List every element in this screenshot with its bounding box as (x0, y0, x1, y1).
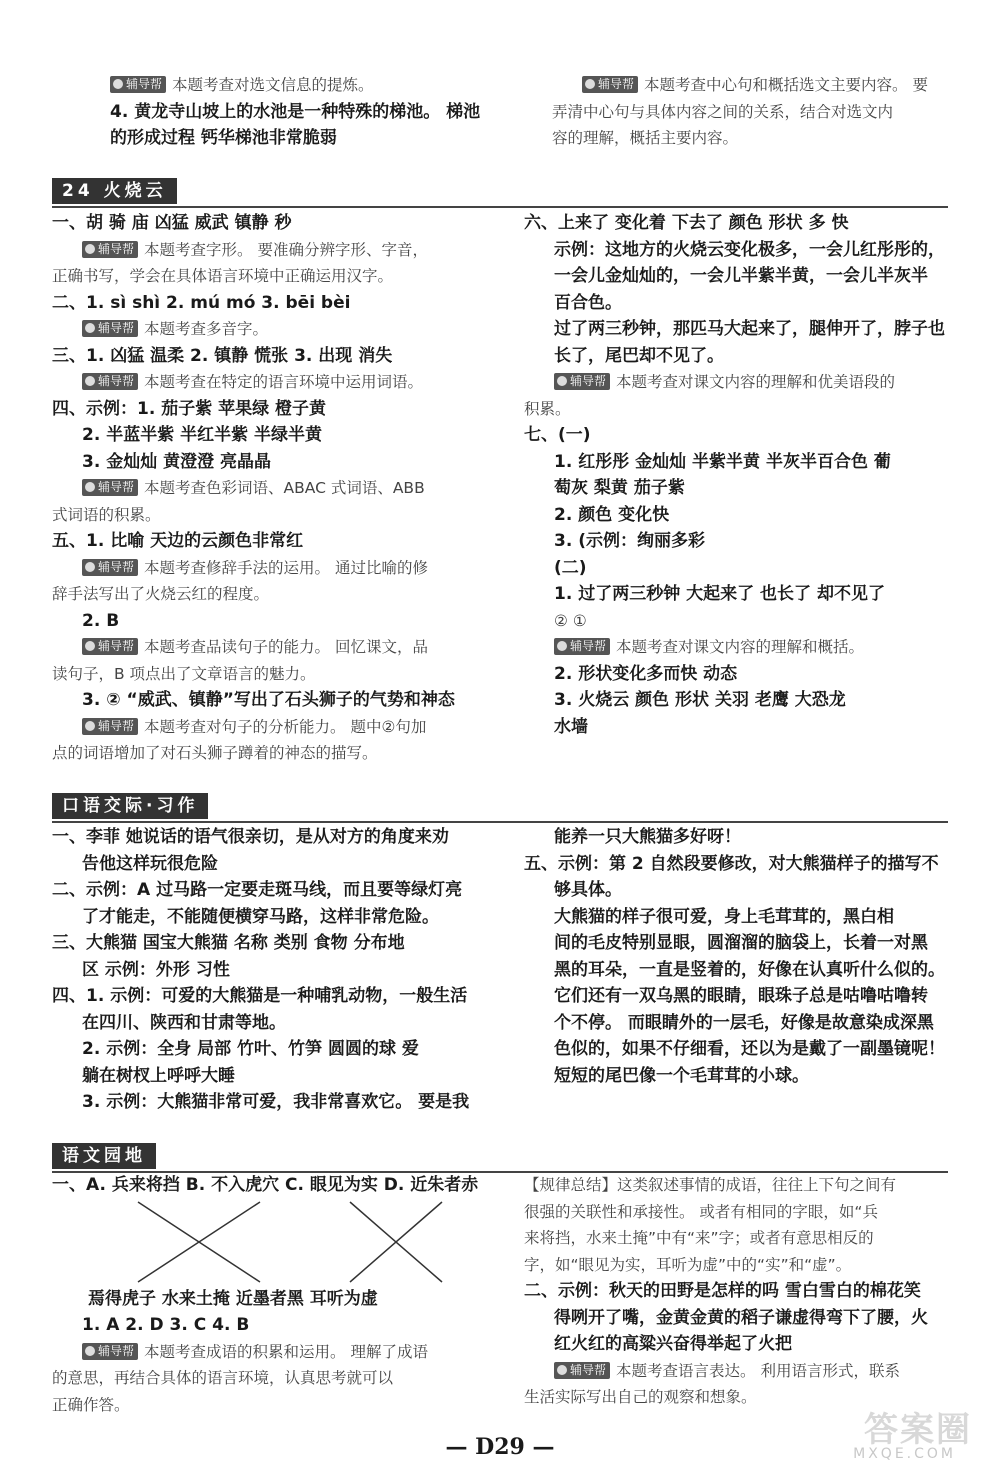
answer-line: 3. 火烧云 颜色 形状 关羽 老鹰 大恐龙 (554, 690, 846, 710)
idiom-answer: 1. A 2. D 3. C 4. B (82, 1315, 250, 1335)
answer-line: 它们还有一双乌黑的眼睛，眼珠子总是咕噜咕噜转 (554, 986, 928, 1006)
tutor-tag-icon: 辅导帮 (82, 479, 138, 496)
section-header-oral (52, 793, 948, 823)
section-title: 口语交际·习作 (52, 793, 208, 819)
answer-line: 3. 金灿灿 黄澄澄 亮晶晶 (82, 451, 272, 472)
answer-line: 四、示例：1. 茄子紫 苹果绿 橙子黄 (52, 398, 327, 419)
answer-line: 很强的关联性和承接性。 或者有相同的字眼，如“兵 (524, 1202, 878, 1221)
tutor-note (52, 555, 492, 582)
answer-line: 2. 示例：全身 局部 竹叶、竹笋 圆圆的球 爱 (82, 1039, 419, 1059)
section-title: 24 火烧云 (52, 178, 177, 204)
tutor-note (524, 634, 964, 661)
answer-line: 得咧开了嘴，金黄金黄的稻子谦虚得弯下了腰，火 (554, 1307, 928, 1328)
answer-line: 的形成过程 钙华梯池非常脆弱 (110, 128, 337, 148)
answer-line: ② ① (554, 611, 587, 630)
answer-line: 正确书写，学会在具体语言环境中正确运用汉字。 (52, 267, 394, 285)
answer-line: 二、示例：A 过马路一定要走斑马线，而且要等绿灯亮 (52, 880, 463, 900)
tutor-note (552, 72, 972, 99)
answer-line: 1. 红彤彤 金灿灿 半紫半黄 半灰半百合色 葡 (554, 451, 891, 472)
answer-line: 二、示例：秋天的田野是怎样的吗 雪白雪白的棉花笑 (524, 1281, 921, 1301)
answer-line: 长了，尾巴却不见了。 (554, 345, 724, 366)
tutor-note (80, 72, 520, 99)
page-number: — D29 — (445, 1434, 555, 1460)
note-text: 本题考查中心句和概括选文主要内容。 要 (644, 76, 928, 94)
section-title: 语文园地 (52, 1143, 156, 1169)
oral-left-column (52, 824, 492, 1116)
answer-line: 间的毛皮特别显眼，圆溜溜的脑袋上，长着一对黑 (554, 933, 928, 953)
answer-line: 百合色。 (554, 292, 622, 313)
answer-line: 生活实际写出自己的观察和想象。 (524, 1388, 757, 1406)
answer-line: 在四川、陕西和甘肃等地。 (82, 1012, 286, 1033)
answer-line: 一、胡 骑 庙 凶猛 威武 镇静 秒 (52, 213, 292, 233)
tutor-tag-icon: 辅导帮 (82, 1343, 138, 1360)
answer-line: 1. 过了两三秒钟 大起来了 也长了 却不见了 (554, 584, 885, 604)
answer-line: 弄清中心句与具体内容之间的关系，结合对选文内 (552, 102, 894, 121)
tutor-note (524, 1358, 964, 1385)
sec24-left-column (52, 210, 492, 767)
answer-line: 短短的尾巴像一个毛茸茸的小球。 (554, 1065, 809, 1086)
tutor-tag-icon: 辅导帮 (82, 559, 138, 576)
answer-line: 大熊猫的样子很可爱，身上毛茸茸的，黑白相 (554, 906, 894, 927)
note-text: 本题考查成语的积累和运用。 理解了成语 (144, 1342, 428, 1361)
answer-line: 红火红的高粱兴奋得举起了火把 (554, 1334, 792, 1354)
answer-line: 三、1. 凶猛 温柔 2. 镇静 慌张 3. 出现 消失 (52, 345, 393, 366)
note-text: 本题考查在特定的语言环境中运用词语。 (144, 373, 424, 391)
note-text: 本题考查多音字。 (144, 320, 269, 338)
tutor-tag-icon: 辅导帮 (554, 1362, 610, 1379)
answer-line: 辞手法写出了火烧云红的程度。 (52, 585, 270, 603)
answer-line: 【规律总结】这类叙述事情的成语，往往上下句之间有 (524, 1176, 897, 1194)
answer-line: 六、上来了 变化着 下去了 颜色 形状 多 快 (524, 213, 849, 233)
tutor-note (52, 369, 492, 396)
note-text: 本题考查语言表达。 利用语言形式，联系 (616, 1361, 900, 1380)
tutor-tag-icon: 辅导帮 (110, 76, 166, 93)
answer-line: 水墙 (554, 716, 588, 737)
answer-line: 萄灰 梨黄 茄子紫 (554, 478, 685, 498)
answer-line: 容的理解，概括主要内容。 (552, 129, 739, 147)
answer-line: 2. 颜色 变化快 (554, 504, 670, 525)
section-header-24 (52, 178, 948, 208)
tutor-note (52, 237, 492, 264)
answer-line: 3. 示例：大熊猫非常可爱，我非常喜欢它。 要是我 (82, 1092, 470, 1112)
answer-line: 黑的耳朵，一直是竖着的，好像在认真听什么似的。 (554, 959, 945, 980)
answer-line: 读句子，B 项点出了文章语言的魅力。 (52, 664, 316, 683)
answer-line: 个不停。 而眼睛外的一层毛，好像是故意染成深黑 (554, 1012, 934, 1033)
answer-line: 四、1. 示例：可爱的大熊猫是一种哺乳动物，一般生活 (52, 986, 468, 1006)
answer-line: 够具体。 (554, 880, 622, 900)
answer-line: 三、大熊猫 国宝大熊猫 名称 类别 食物 分布地 (52, 933, 405, 953)
garden-left-notes (52, 1312, 492, 1418)
answer-line: 点的词语增加了对石头狮子蹲着的神态的描写。 (52, 744, 378, 762)
note-text: 本题考查修辞手法的运用。 通过比喻的修 (144, 558, 428, 577)
answer-line: 色似的，如果不仔细看，还以为是戴了一副墨镜呢！ (554, 1039, 945, 1059)
tutor-tag-icon: 辅导帮 (554, 373, 610, 390)
watermark-url: MXQE.COM (853, 1446, 956, 1462)
answer-line: 五、示例：第 2 自然段要修改，对大熊猫样子的描写不 (524, 853, 939, 874)
tutor-note (52, 1339, 492, 1366)
idiom-matching (52, 1172, 492, 1312)
tutor-tag-icon: 辅导帮 (82, 241, 138, 258)
tutor-tag-icon: 辅导帮 (82, 638, 138, 655)
note-text: 本题考查色彩词语、ABAC 式词语、ABB (144, 479, 425, 497)
note-text: 本题考查对选文信息的提炼。 (172, 76, 374, 94)
tutor-tag-icon: 辅导帮 (582, 76, 638, 93)
answer-line: 正确作答。 (52, 1395, 130, 1414)
note-text: 本题考查品读句子的能力。 回忆课文，品 (144, 638, 428, 656)
answer-line: 3. (示例：绚丽多彩 (554, 531, 705, 551)
answer-line: 2. B (82, 610, 120, 631)
answer-line: 区 示例：外形 习性 (82, 959, 230, 980)
answer-line: 七、(一) (524, 425, 591, 445)
sec24-right-column (524, 210, 964, 740)
answer-line: 字，如“眼见为实，耳听为虚”中的“实”和“虚”。 (524, 1255, 852, 1274)
answer-line: (二) (554, 557, 587, 578)
watermark: 答案圈 (864, 1410, 972, 1450)
answer-line: 积累。 (524, 399, 571, 418)
answer-line: 一会儿金灿灿的，一会儿半紫半黄，一会儿半灰半 (554, 266, 928, 286)
top-left-column (80, 72, 520, 152)
tutor-tag-icon: 辅导帮 (82, 373, 138, 390)
answer-line: 2. 半蓝半紫 半红半紫 半绿半黄 (82, 425, 323, 445)
answer-line: 二、1. sì shì 2. mú mó 3. bēi bèi (52, 292, 351, 313)
answer-line: 4. 黄龙寺山坡上的水池是一种特殊的梯池。 梯池 (110, 101, 481, 122)
tutor-note (52, 475, 492, 502)
tutor-note (52, 634, 492, 661)
note-text: 本题考查对课文内容的理解和概括。 (616, 638, 865, 656)
answer-line: 示例：这地方的火烧云变化极多，一会儿红彤彤的， (554, 239, 945, 260)
note-text: 本题考查字形。 要准确分辨字形、字音， (144, 240, 428, 259)
answer-line: 一、李菲 她说话的语气很亲切，是从对方的角度来劝 (52, 827, 449, 847)
top-right-column (552, 72, 972, 152)
answer-line: 的意思，再结合具体的语言环境，认真思考就可以 (52, 1369, 394, 1387)
note-text: 本题考查对句子的分析能力。 题中②句加 (144, 717, 427, 736)
section-header-garden (52, 1143, 948, 1173)
answer-line: 告他这样玩很危险 (82, 853, 218, 874)
answer-line: 能养一只大熊猫多好呀！ (554, 827, 741, 847)
answer-line: 来将挡，水来土掩”中有“来”字；或者有意思相反的 (524, 1229, 874, 1247)
note-text: 本题考查对课文内容的理解和优美语段的 (616, 373, 896, 391)
tutor-note (524, 369, 964, 396)
tutor-note (52, 316, 492, 343)
garden-right-column (524, 1172, 964, 1411)
answer-line: 3. ② “威武、镇静”写出了石头狮子的气势和神态 (82, 690, 455, 710)
answer-line: 过了两三秒钟，那匹马大起来了，腿伸开了，脖子也 (554, 319, 945, 339)
answer-line: 躺在树杈上呼呼大睡 (82, 1065, 235, 1086)
idiom-options: 一、A. 兵来将挡 B. 不入虎穴 C. 眼见为实 D. 近朱者赤 (52, 1175, 479, 1195)
answer-line: 五、1. 比喻 天边的云颜色非常红 (52, 531, 304, 551)
tutor-tag-icon: 辅导帮 (82, 320, 138, 337)
idiom-endings: 焉得虎子 水来土掩 近墨者黑 耳听为虚 (88, 1289, 378, 1309)
tutor-note (52, 714, 492, 741)
tutor-tag-icon: 辅导帮 (554, 638, 610, 655)
answer-line: 2. 形状变化多而快 动态 (554, 663, 738, 684)
answer-line: 了才能走，不能随便横穿马路，这样非常危险。 (82, 906, 439, 927)
answer-line: 式词语的积累。 (52, 505, 161, 524)
oral-right-column (524, 824, 964, 1089)
tutor-tag-icon: 辅导帮 (82, 718, 138, 735)
matching-lines (52, 1200, 492, 1290)
